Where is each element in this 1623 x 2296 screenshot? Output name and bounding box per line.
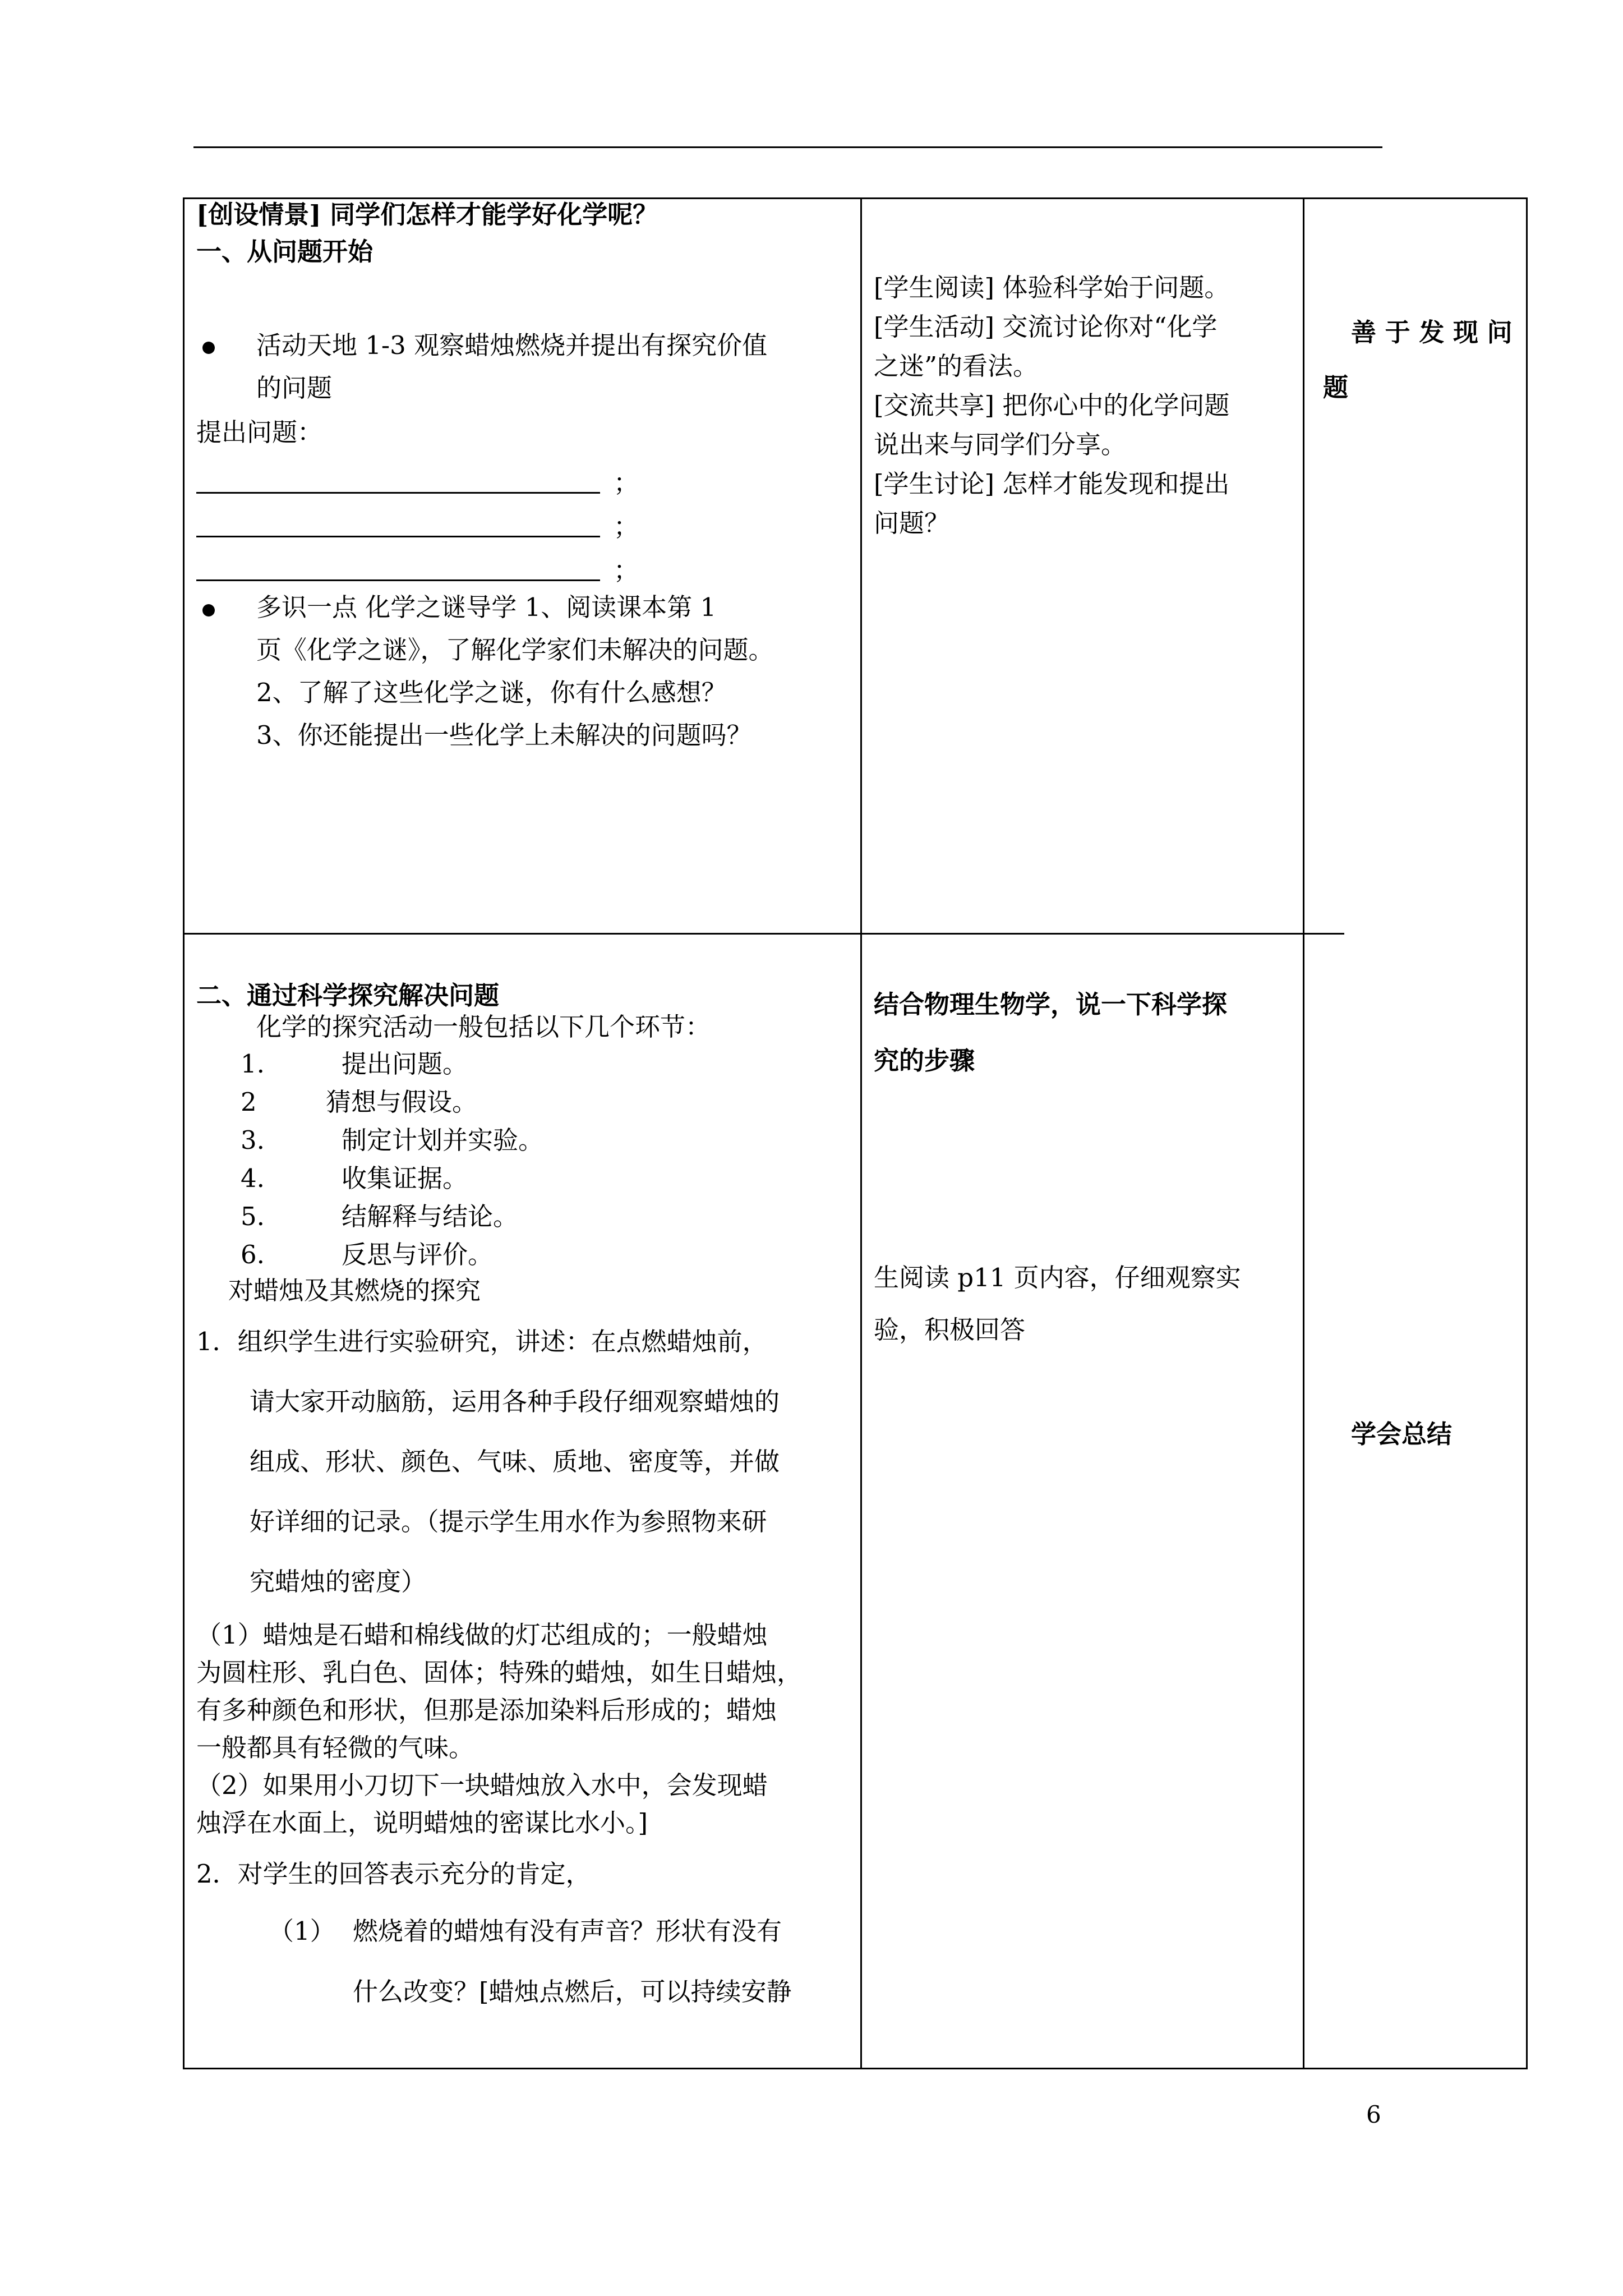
ask-label: 提出问题： — [196, 417, 323, 447]
knowledge-line4: 3、你还能提出一些化学上未解决的问题吗？ — [256, 720, 752, 750]
exchange-share: [交流共享] 把你心中的化学问题 — [874, 390, 1230, 420]
page-number: 6 — [1366, 2101, 1381, 2128]
item1-line2: 请大家开动脑筋，运用各种手段仔细观察蜡烛的 — [250, 1387, 780, 1416]
step-text: 反思与评价。 — [342, 1240, 494, 1269]
step-text: 制定计划并实验。 — [342, 1125, 544, 1155]
answer-blank-3[interactable] — [196, 579, 600, 581]
section2-heading: 二、通过科学探究解决问题 — [196, 981, 500, 1010]
student-discussion-cont: 问题？ — [874, 508, 950, 538]
column-divider-1 — [860, 199, 862, 2068]
lesson-plan-table — [183, 197, 1528, 2069]
header-rule — [193, 146, 1382, 148]
student-reading: [学生阅读] 体验科学始于问题。 — [874, 273, 1230, 302]
knowledge-line1: 多识一点 化学之谜导学 1、阅读课本第 1 — [256, 592, 717, 622]
reading-task-line2: 验，积极回答 — [874, 1315, 1026, 1345]
step-number: 4. — [241, 1163, 265, 1193]
row-divider — [185, 933, 1344, 935]
step-number: 1. — [241, 1049, 265, 1079]
sub1-number: （1） — [269, 1916, 335, 1946]
item2-text: 2．对学生的回答表示充分的肯定， — [196, 1859, 591, 1889]
item1-line4: 好详细的记录。（提示学生用水作为参照物来研 — [250, 1507, 767, 1536]
goal-discover-line1: 善 于 发 现 问 — [1351, 318, 1513, 347]
inquiry-intro: 化学的探究活动一般包括以下几个环节： — [256, 1012, 711, 1042]
item1-line5: 究蜡烛的密度） — [250, 1567, 427, 1596]
goal-discover-line2: 题 — [1323, 372, 1349, 402]
note1-line1: （1）蜡烛是石蜡和棉线做的灯芯组成的；一般蜡烛 — [196, 1620, 768, 1650]
exchange-share-cont: 说出来与同学们分享。 — [874, 430, 1127, 459]
intro-text: [创设情景] 同学们怎样才能学好化学呢？ — [196, 200, 658, 229]
bullet-icon — [202, 342, 215, 354]
note2-line2: 烛浮在水面上，说明蜡烛的密谋比水小。] — [196, 1808, 648, 1838]
section1-heading: 一、从问题开始 — [196, 237, 374, 266]
blank-suffix: ； — [614, 555, 639, 585]
note1-line3: 有多种颜色和形状，但那是添加染料后形成的；蜡烛 — [196, 1695, 777, 1725]
bullet-icon — [202, 604, 215, 616]
step-text: 猜想与假设。 — [326, 1087, 478, 1117]
step-number: 5. — [241, 1202, 265, 1231]
student-discussion: [学生讨论] 怎样才能发现和提出 — [874, 469, 1230, 499]
step-number: 3. — [241, 1125, 265, 1155]
step-number: 2 — [241, 1087, 257, 1117]
blank-suffix: ； — [614, 512, 639, 541]
sub1-line2: 什么改变？[蜡烛点燃后，可以持续安静 — [353, 1977, 792, 2007]
goal-summarize: 学会总结 — [1351, 1419, 1453, 1449]
note1-line2: 为圆柱形、乳白色、固体；特殊的蜡烛，如生日蜡烛， — [196, 1658, 803, 1687]
column-divider-2 — [1303, 199, 1304, 2068]
reading-task-line1: 生阅读 p11 页内容，仔细观察实 — [874, 1263, 1241, 1292]
blank-suffix: ； — [614, 468, 639, 498]
knowledge-line3: 2、了解了这些化学之谜，你有什么感想？ — [256, 678, 727, 707]
step-text: 提出问题。 — [342, 1049, 468, 1079]
steps-prompt-line1: 结合物理生物学，说一下科学探 — [874, 990, 1228, 1019]
step-text: 结解释与结论。 — [342, 1202, 519, 1231]
student-activity-cont: 之迷”的看法。 — [874, 351, 1039, 381]
sub1-line1: 燃烧着的蜡烛有没有声音？形状有没有 — [353, 1916, 782, 1946]
item1-line1: 1．组织学生进行实验研究，讲述：在点燃蜡烛前， — [196, 1327, 768, 1356]
candle-title: 对蜡烛及其燃烧的探究 — [228, 1276, 481, 1305]
note2-line1: （2）如果用小刀切下一块蜡烛放入水中，会发现蜡 — [196, 1770, 768, 1800]
step-number: 6. — [241, 1240, 265, 1269]
activity-line1: 活动天地 1-3 观察蜡烛燃烧并提出有探究价值 — [256, 330, 768, 360]
answer-blank-2[interactable] — [196, 536, 600, 537]
answer-blank-1[interactable] — [196, 492, 600, 494]
steps-prompt-line2: 究的步骤 — [874, 1046, 975, 1075]
note1-line4: 一般都具有轻微的气味。 — [196, 1733, 474, 1763]
step-text: 收集证据。 — [342, 1163, 468, 1193]
item1-line3: 组成、形状、颜色、气味、质地、密度等，并做 — [250, 1447, 780, 1476]
student-activity: [学生活动] 交流讨论你对“化学 — [874, 312, 1218, 342]
knowledge-line2: 页《化学之谜》，了解化学家们未解决的问题。 — [256, 635, 774, 665]
activity-line2: 的问题 — [256, 373, 333, 403]
